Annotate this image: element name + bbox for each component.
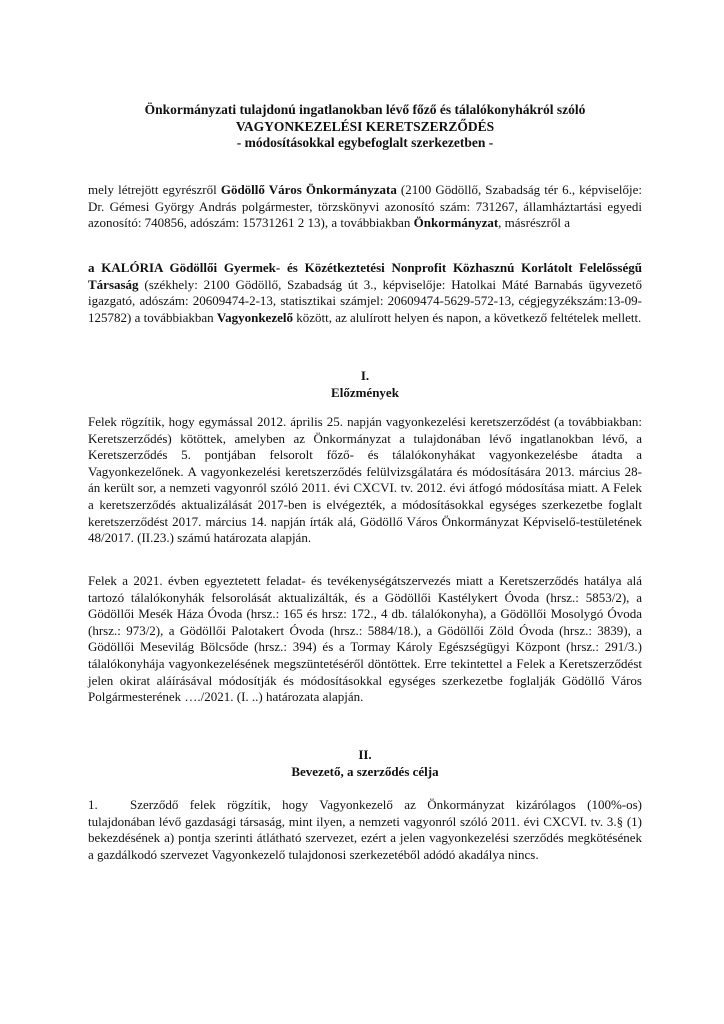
section-one-number: I. bbox=[360, 368, 370, 383]
party-two-pre: a bbox=[88, 260, 102, 275]
section-two-title: Bevezető, a szerződés célja bbox=[291, 764, 439, 779]
section-one-paragraph-1: Felek rögzítik, hogy egymással 2012. április 25. napján vagyonkezelési keretszerződést (a továbbiakban: Keretszerződés) kötöttek, amelyben az Önkormányzat a tulajdonában lévő ingatlanokban lévő, a Keretszerződés 5. pontjában felsorolt főző- és tálalókonyhákat vagyonkezelésbe átadta a Vagyonkezelőnek. A vagyonkezelési keretszerződés felülvizsgálatára és módosítására 2013. március 28-án került sor, a nemzeti vagyonról szóló 2011. évi CXCVI. tv. 2012. évi átfogó módosítása miatt. A Felek a keretszerződés aktualizálását 2017-ben is elvégezték, a módosításokkal egységes szerkezetbe foglalt keretszerződést 2017. március 14. napján írták alá, Gödöllő Város Önkormányzat Képviselő-testületének 48/2017. (II.23.) számú határozata alapján. bbox=[88, 414, 642, 546]
party-two-alias: Vagyonkezelő bbox=[216, 309, 293, 325]
section-one-title: Előzmények bbox=[331, 385, 399, 400]
party-one-alias: Önkormányzat bbox=[413, 215, 499, 231]
document-header bbox=[88, 102, 642, 152]
party-two-post: között, az alulírott helyen és napon, a következő feltételek mellett. bbox=[292, 309, 642, 325]
party-one-paragraph bbox=[88, 182, 642, 232]
header-note: - módosításokkal egybefoglalt szerkezetben - bbox=[236, 135, 494, 150]
party-two-name: KALÓRIA Gödöllői Gyermek- és Közétkeztetési Nonprofit Közhasznú Korlátolt Felelősségű Társaság bbox=[88, 260, 642, 292]
section-one-paragraph-2: Felek a 2021. évben egyeztetett feladat- és tevékenységátszervezés miatt a Keretszerződés hatálya alá tartozó tálalókonyhák felsorolását aktualizálták, és a Gödöllői Kastélykert Óvoda (hrsz.: 5853/2), a Gödöllői Mesék Háza Óvoda (hrsz.: 165 és hrsz: 172., 4 db. tálalókonyha), a Gödöllői Mosolygó Óvoda (hrsz.: 973/2), a Gödöllői Palotakert Óvoda (hrsz.: 5884/18.), a Gödöllői Zöld Óvoda (hrsz.: 3839), a Gödöllői Mesevilág Bölcsőde (hrsz.: 394) és a Tormay Károly Egészségügyi Központ (hrsz.: 291/3.) tálalókonyhája vagyonkezelésének megszüntetéséről döntöttek. Erre tekintettel a Felek a Keretszerződést jelen okirat aláírásával módosítják és módosításokkal egységes szerkezetbe foglalják Gödöllő Város Polgármesterének …./2021. (I. ..) határozata alapján. bbox=[88, 573, 642, 705]
item-text: Szerződő felek rögzítik, hogy Vagyonkezelő az Önkormányzat kizárólagos (100%-os) tulajdonában lévő gazdasági társaság, mint ilyen, a nemzeti vagyonról szóló 2011. évi CXCVI. tv. 3.§ (1) bekezdésének a) pontja szerinti átlátható szervezet, ezért a jelen vagyonkezelési szerződés megkötésének a gazdálkodó szervezet Vagyonkezelő tulajdonosi szerkezetéből adódó akadálya nincs. bbox=[88, 797, 642, 862]
header-subtitle: Önkormányzati tulajdonú ingatlanokban lévő főző és tálalókonyhákról szóló bbox=[144, 102, 586, 117]
party-one-name: Gödöllő Város Önkormányzata bbox=[220, 182, 397, 197]
party-two-details: (székhely: 2100 Gödöllő, Szabadság út 3., képviselője: Hatolkai Máté Barnabás ügyvezető igazgató, adószám: 20609474-2-13, statisztikai számjel: 20609474-5629-572-13, cégjegyzékszám:13-09-125782) a továbbiakban bbox=[88, 276, 642, 325]
section-one-heading bbox=[88, 367, 642, 401]
section-two-heading bbox=[88, 746, 642, 780]
document-title: VAGYONKEZELÉSI KERETSZERZŐDÉS bbox=[235, 118, 495, 134]
party-one-details: (2100 Gödöllő, Szabadság tér 6., képviselője: Dr. Gémesi György András polgármester, törzskönyvi azonosító szám: 731267, államháztartási egyedi azonosító: 740856, adószám: 15731261 2 13), a továbbiakban bbox=[88, 182, 642, 231]
party-two-paragraph bbox=[88, 260, 642, 326]
item-number: 1. bbox=[88, 797, 98, 812]
party-one-pre: mely létrejött egyrészről bbox=[88, 182, 221, 197]
section-two-number: II. bbox=[358, 747, 372, 762]
section-two-item-1 bbox=[88, 797, 642, 863]
party-one-post: , másrészről a bbox=[498, 215, 571, 231]
